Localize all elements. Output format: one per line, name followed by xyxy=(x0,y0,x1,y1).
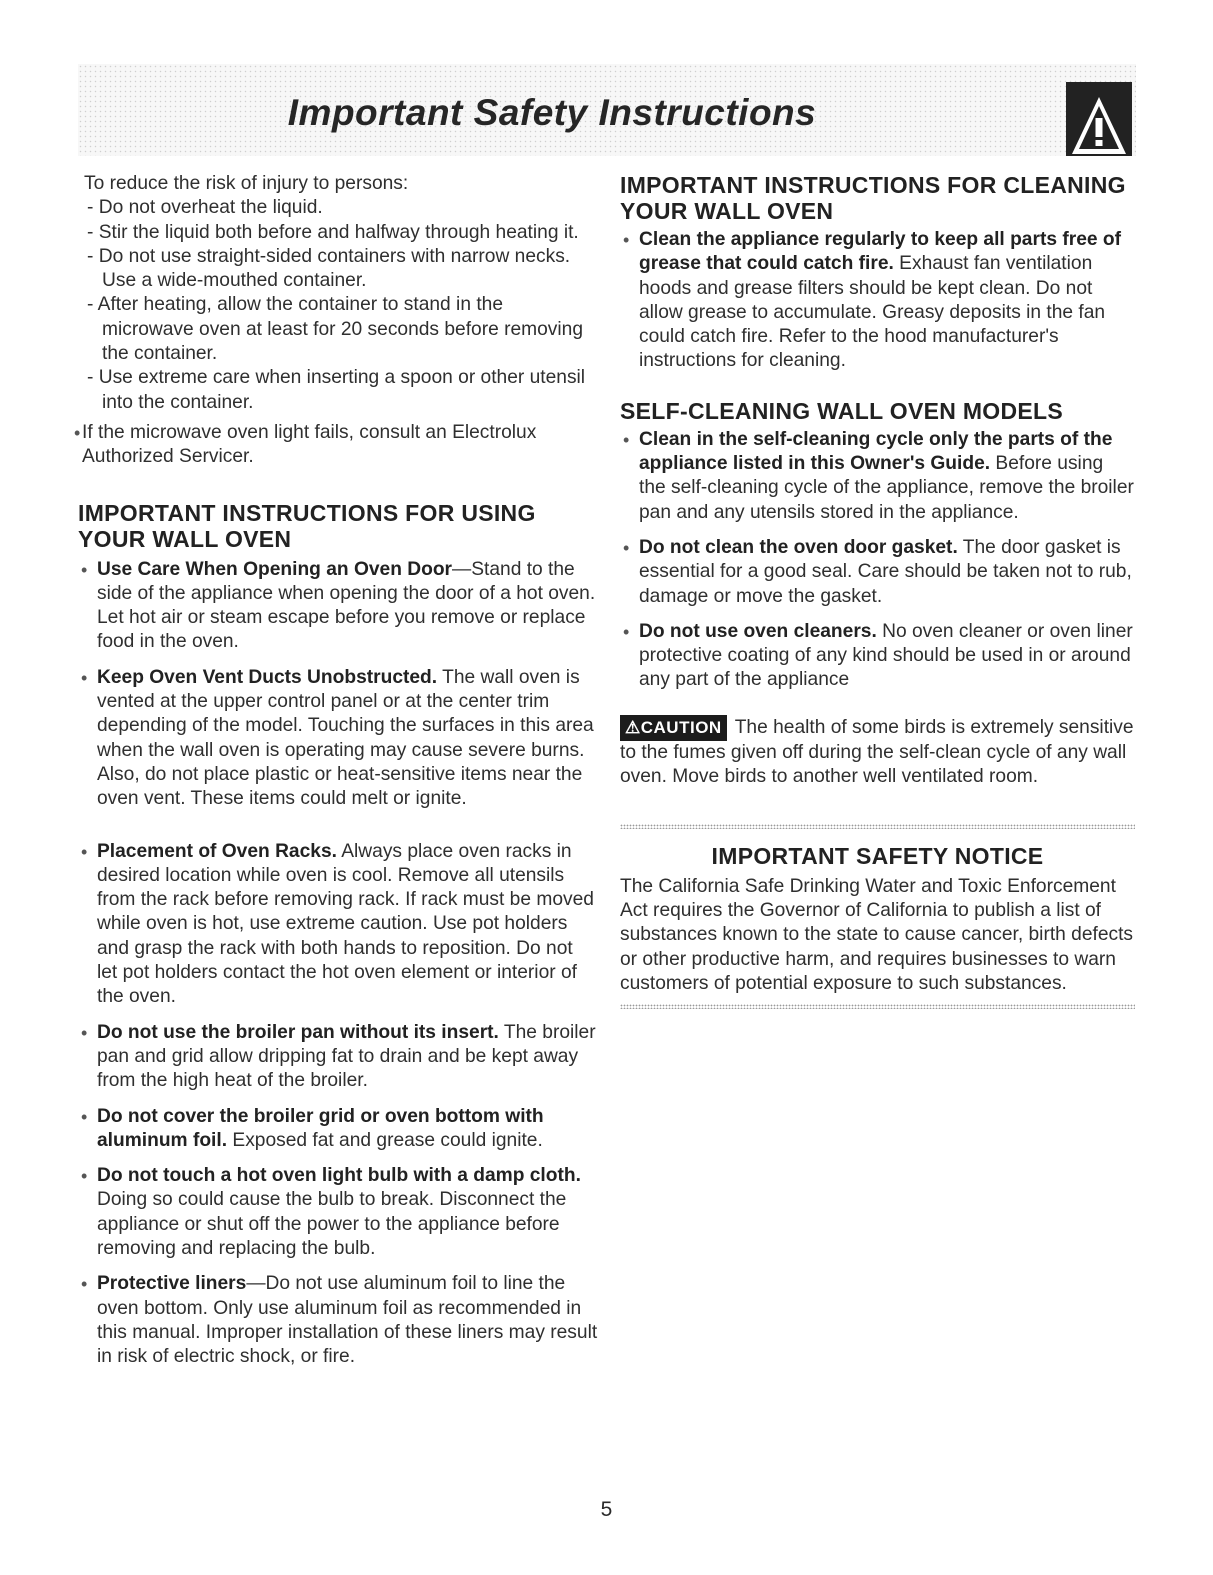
list-item: - Stir the liquid both before and halfway through heating it. xyxy=(78,221,598,245)
item-text: —Stand to the side of the appliance when opening the door of a hot oven. Let hot air or steam escape before you remove or replace food in the oven. xyxy=(97,558,596,653)
item-text: The door gasket is essential for a good seal. Care should be taken not to rub, damage or move the gasket. xyxy=(639,536,1132,607)
caution-text: The health of some birds is extremely sensitive to the fumes given off during the self-clean cycle of any wall oven. Move birds to another well ventilated room. xyxy=(620,716,1134,788)
left-column xyxy=(78,172,598,1369)
list-item xyxy=(78,1021,598,1094)
light-note: • If the microwave oven light fails, consult an Electrolux Authorized Servicer. xyxy=(78,421,598,470)
warning-triangle-icon xyxy=(1066,82,1132,156)
list-item xyxy=(620,428,1135,525)
list-item xyxy=(78,1164,598,1261)
item-text: The wall oven is vented at the upper control panel or at the center trim depending of the model. Touching the surfaces in this area when the wall oven is operating may cause severe burns. Also, do not place plastic or heat-sensitive items near the oven vent. These items could melt or ignite. xyxy=(97,666,594,810)
list-item xyxy=(78,1272,598,1369)
warning-icon: ⚠ xyxy=(625,717,641,737)
item-text: Exhaust fan ventilation hoods and grease filters should be kept clean. Do not allow grease to accumulate. Greasy deposits in the fan could catch fire. Refer to the hood manufacturer's instructions for cleaning. xyxy=(639,253,1106,372)
list-item xyxy=(78,666,598,812)
item-bold: Use Care When Opening an Oven Door xyxy=(97,558,453,580)
item-bold: Do not use the broiler pan without its insert. xyxy=(97,1021,499,1043)
caution-paragraph xyxy=(620,715,1135,790)
header-banner xyxy=(78,64,1136,156)
item-text: —Do not use aluminum foil to line the oven bottom. Only use aluminum foil as recommended in this manual. Improper installation of these liners may result in risk of electric shock, or fire. xyxy=(97,1273,598,1368)
item-text: Before using the self-cleaning cycle of the appliance, remove the broiler pan and any utensils stored in the appliance. xyxy=(639,453,1134,523)
item-bold: Do not touch a hot oven light bulb with a damp cloth. xyxy=(97,1165,581,1187)
list-item xyxy=(620,228,1135,374)
list-item xyxy=(78,558,598,655)
list-item xyxy=(78,840,598,1010)
item-bold: Clean in the self-cleaning cycle only the parts of the appliance listed in this Owner's Guide. xyxy=(639,428,1113,475)
item-bold: Do not cover the broiler grid or oven bottom with aluminum foil. xyxy=(97,1105,544,1151)
notice-text: The California Safe Drinking Water and Toxic Enforcement Act requires the Governor of California to publish a list of substances known to the state to cause cancer, birth defects or other productive harm, and requires businesses to warn customers of potential exposure to such substances. xyxy=(620,875,1134,994)
item-bold: Do not clean the oven door gasket. xyxy=(639,536,958,558)
list-item xyxy=(620,620,1135,693)
list-item xyxy=(78,1105,598,1154)
page-number: 5 xyxy=(600,1498,613,1521)
section-heading-notice: IMPORTANT SAFETY NOTICE xyxy=(711,842,1044,869)
intro-text: To reduce the risk of injury to persons: xyxy=(84,173,409,194)
page-title: Important Safety Instructions xyxy=(287,92,817,133)
divider xyxy=(620,824,1135,829)
item-bold: Clean the appliance regularly to keep all parts free of grease that could catch fire. xyxy=(639,229,1121,275)
list-item: - After heating, allow the container to stand in the microwave oven at least for 20 seconds before removing the container. xyxy=(78,293,598,366)
right-column xyxy=(620,172,1135,1009)
item-text: Always place oven racks in desired location while oven is cool. Remove all utensils from the rack before removing rack. If rack must be moved while oven is hot, use extreme caution. Use pot holders and grasp the rack with both hands to reposition. Do not let pot holders contact the hot oven element or interior of the oven. xyxy=(97,840,594,1008)
list-item xyxy=(620,536,1135,609)
caution-label: CAUTION xyxy=(640,717,722,737)
item-bold: Protective liners xyxy=(97,1273,247,1295)
section-heading-using: IMPORTANT INSTRUCTIONS FOR USING YOUR WALL OVEN xyxy=(78,499,536,552)
item-text: Doing so could cause the bulb to break. Disconnect the appliance or shut off the power to the appliance before removing and replacing the bulb. xyxy=(97,1189,567,1259)
item-bold: Placement of Oven Racks. xyxy=(97,840,337,862)
list-item: - Use extreme care when inserting a spoon or other utensil into the container. xyxy=(78,366,598,415)
caution-badge xyxy=(620,715,727,741)
item-text: No oven cleaner or oven liner protective coating of any kind should be used in or around any part of the appliance xyxy=(639,620,1133,691)
item-text: Exposed fat and grease could ignite. xyxy=(227,1129,543,1151)
item-text: The broiler pan and grid allow dripping fat to drain and be kept away from the high heat of the broiler. xyxy=(97,1021,596,1092)
section-heading-cleaning: IMPORTANT INSTRUCTIONS FOR CLEANING YOUR WALL OVEN xyxy=(620,172,1126,224)
section-heading-self-cleaning: SELF-CLEANING WALL OVEN MODELS xyxy=(620,397,1064,424)
item-bold: Do not use oven cleaners. xyxy=(639,620,877,642)
list-item: - Do not use straight-sided containers with narrow necks. Use a wide-mouthed container. xyxy=(78,245,598,294)
divider xyxy=(620,1004,1135,1009)
list-item: - Do not overheat the liquid. xyxy=(78,196,598,220)
item-bold: Keep Oven Vent Ducts Unobstructed. xyxy=(97,666,438,688)
